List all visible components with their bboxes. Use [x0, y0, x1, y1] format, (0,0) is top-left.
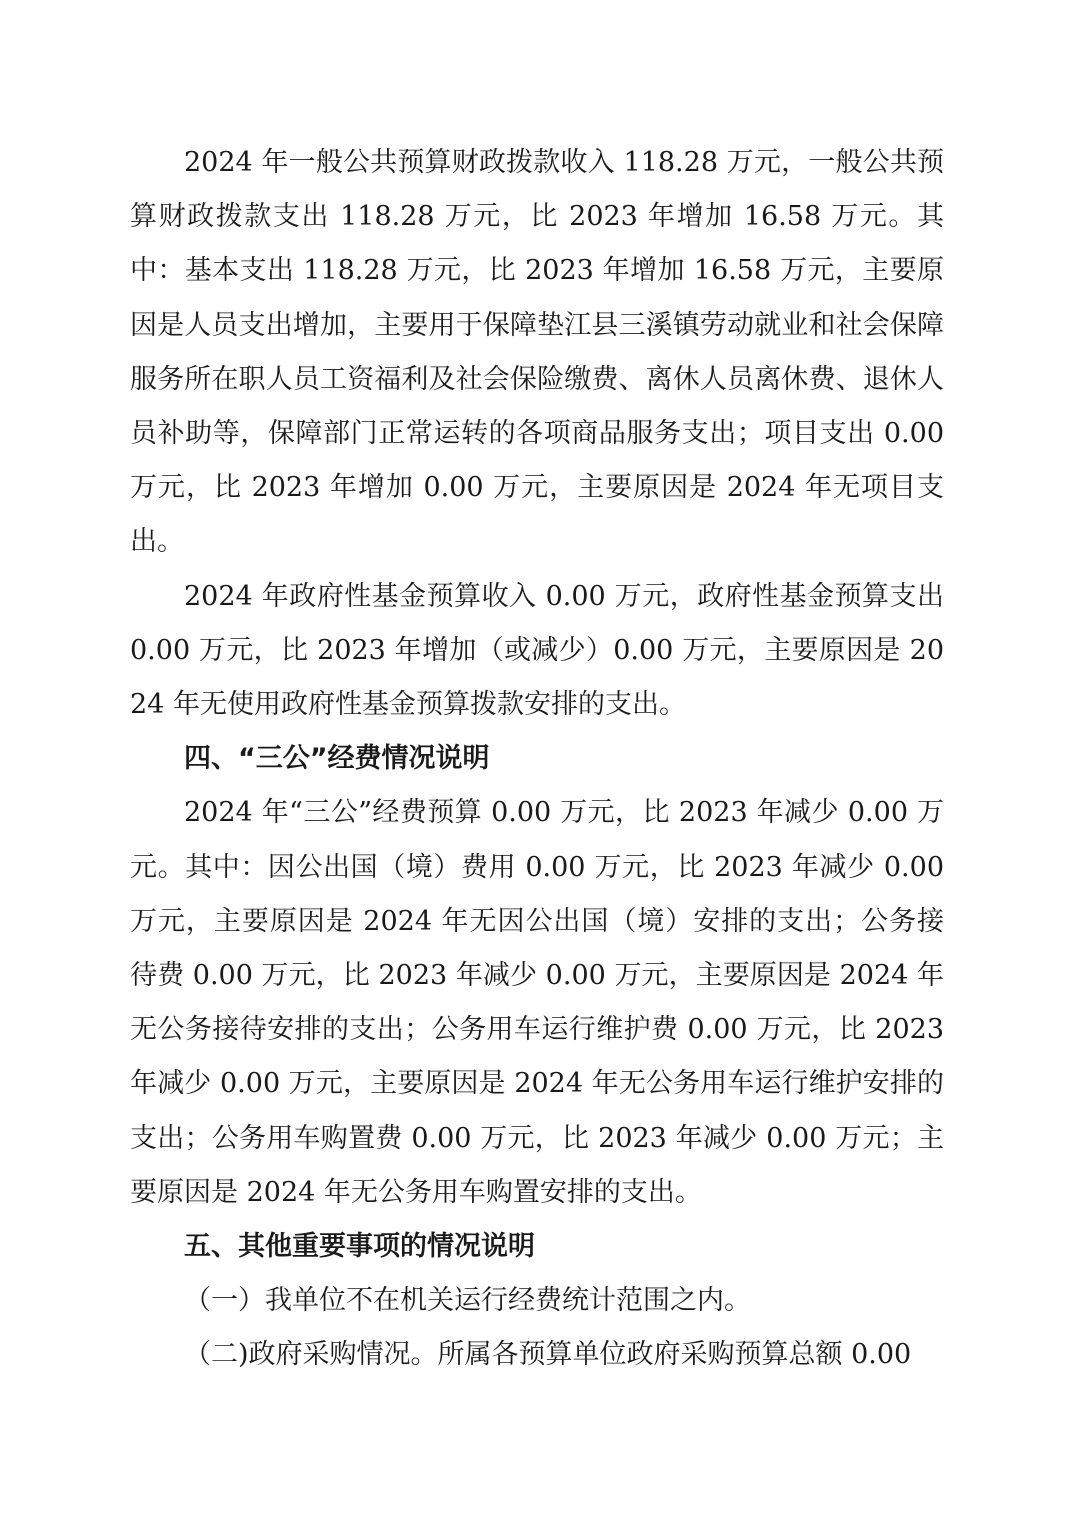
paragraph-general-budget: 2024 年一般公共预算财政拨款收入 118.28 万元，一般公共预算财政拨款支出 118.28 万元，比 2023 年增加 16.58 万元。其中：基本支出 118.28 万元，比 2023 年增加 16.58 万元，主要原因是人员支出增加，主要用于保障垫江县三溪镇劳动就业和社会保障服务所在职人员工资福利及社会保险缴费、离休人员离休费、退休人员补助等，保障部门正常运转的各项商品服务支出；项目支出 0.00 万元，比 2023 年增加 0.00 万元，主要原因是 2024 年无项目支出。 [130, 147, 944, 558]
paragraph-government-procurement: （二)政府采购情况。所属各预算单位政府采购预算总额 0.00 [184, 1339, 912, 1371]
document-body [130, 136, 944, 1383]
heading-three-public-expenses: 四、“三公”经费情况说明 [184, 743, 490, 775]
paragraph-operating-funds: （一）我单位不在机关运行经费统计范围之内。 [184, 1285, 751, 1317]
paragraph-three-public-expenses: 2024 年“三公”经费预算 0.00 万元，比 2023 年减少 0.00 万元。其中：因公出国（境）费用 0.00 万元，比 2023 年减少 0.00 万元，主要原因是 2024 年无因公出国（境）安排的支出；公务接待费 0.00 万元，比 2023 年减少 0.00 万元，主要原因是 2024 年无公务接待安排的支出；公务用车运行维护费 0.00 万元，比 2023 年减少 0.00 万元，主要原因是 2024 年无公务用车运行维护安排的支出；公务用车购置费 0.00 万元，比 2023 年减少 0.00 万元；主要原因是 2024 年无公务用车购置安排的支出。 [130, 797, 944, 1208]
paragraph-government-fund: 2024 年政府性基金预算收入 0.00 万元，政府性基金预算支出 0.00 万元，比 2023 年增加（或减少）0.00 万元，主要原因是 2024 年无使用政府性基金预算拨款安排的支出。 [130, 580, 944, 721]
heading-other-important-matters: 五、其他重要事项的情况说明 [184, 1231, 535, 1263]
